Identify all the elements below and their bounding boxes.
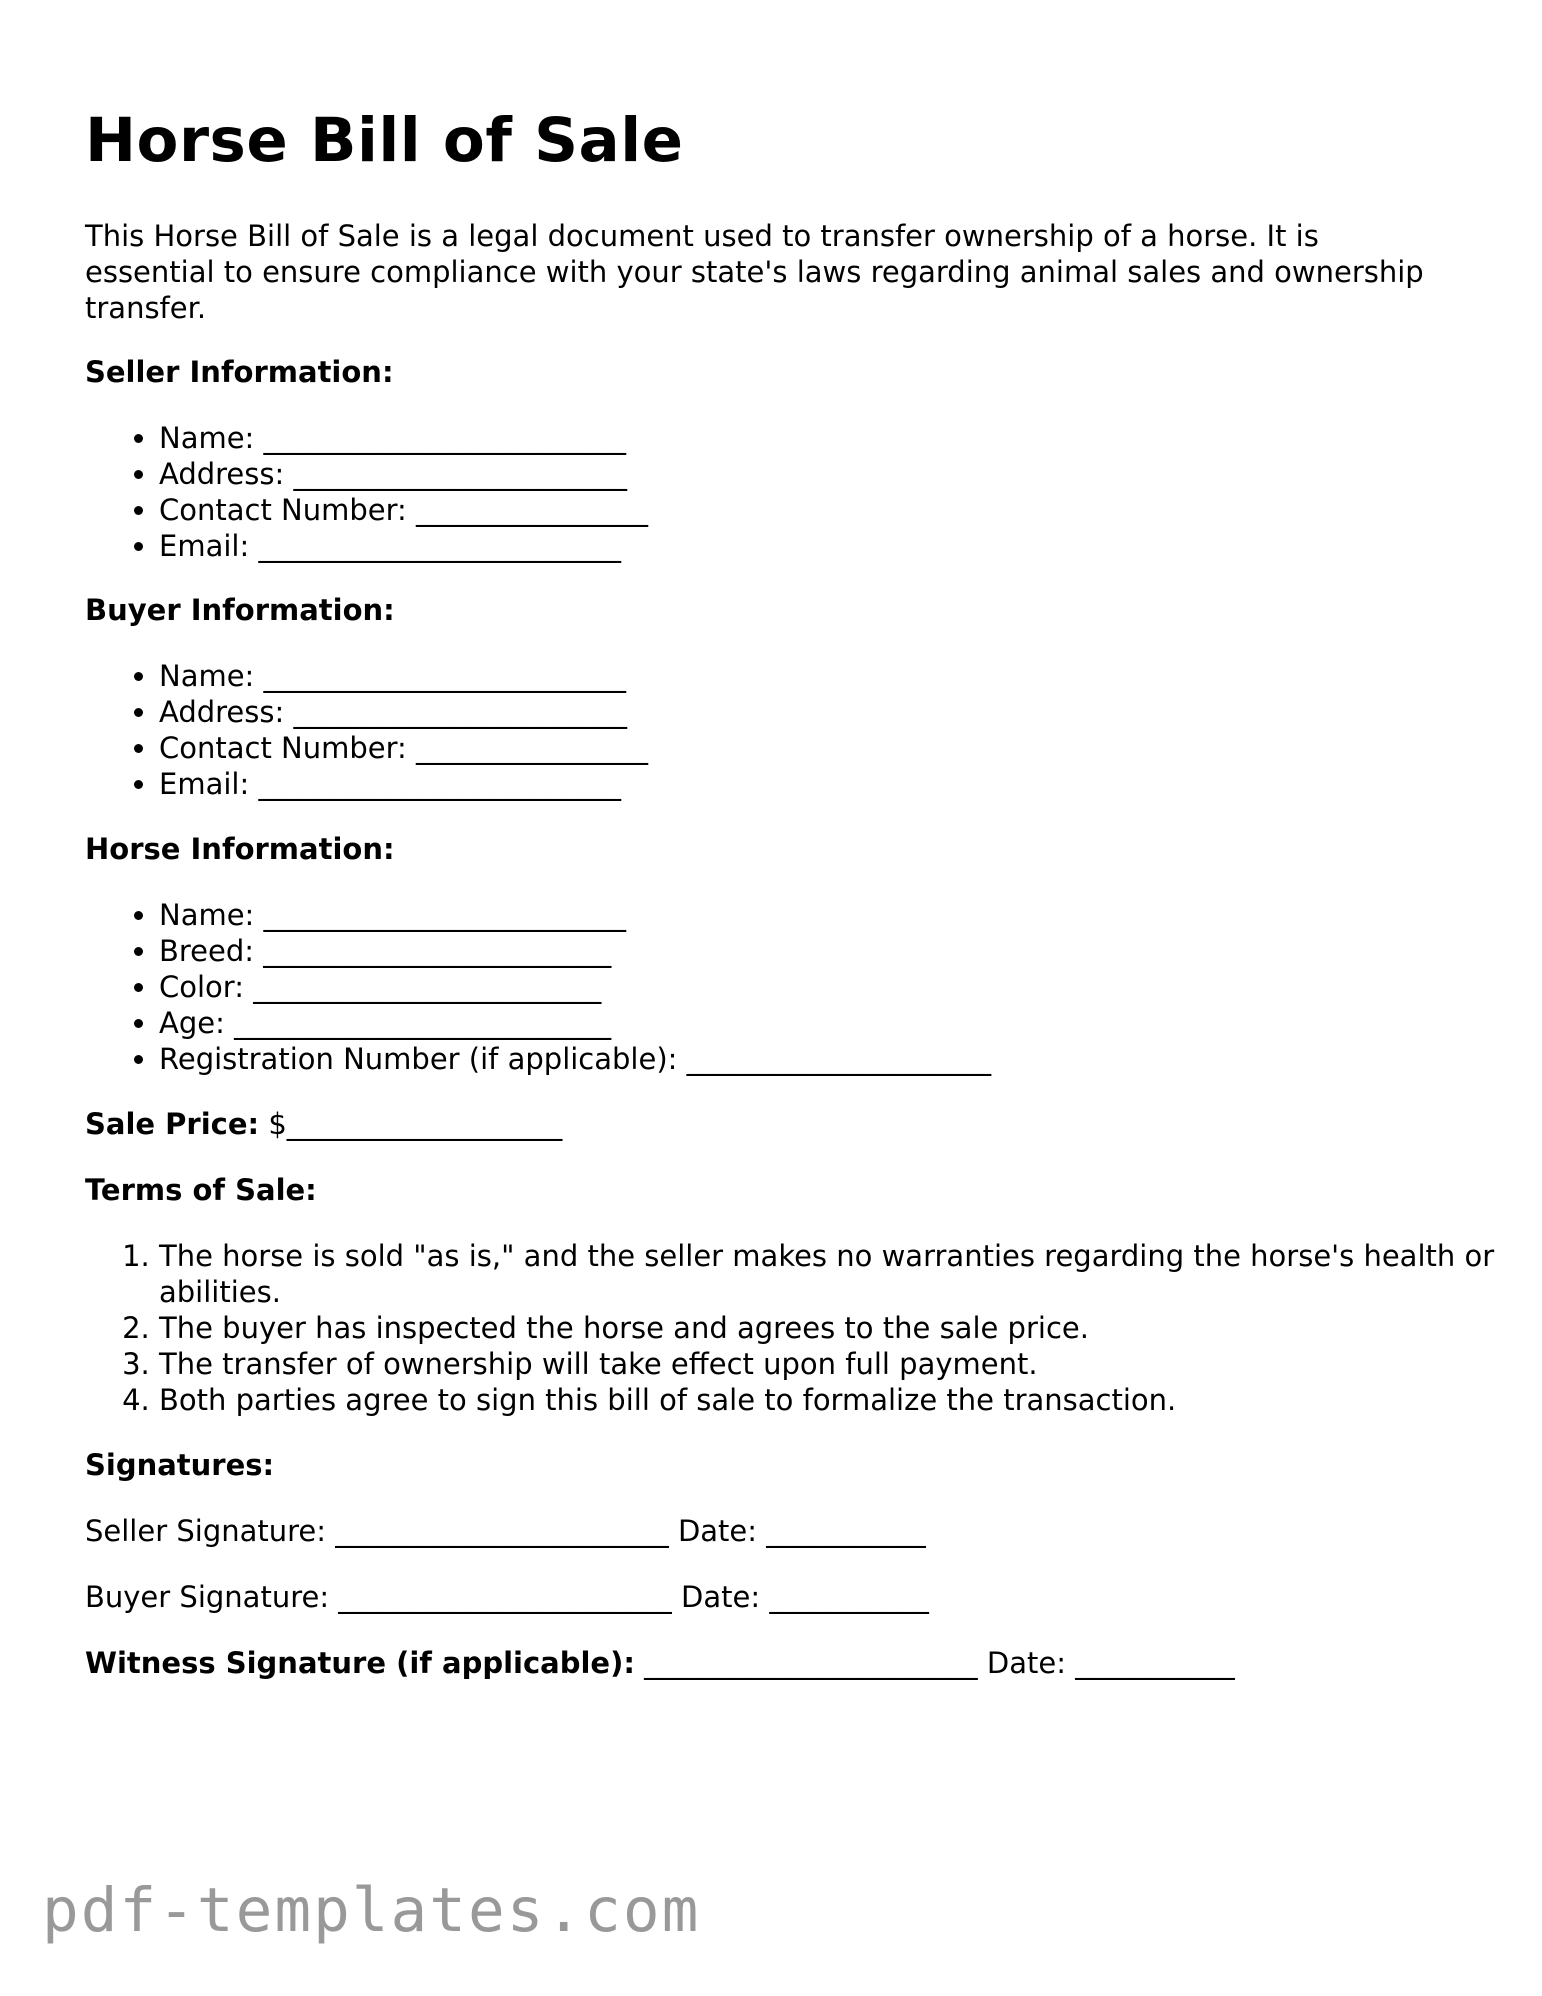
term-item: 2. The buyer has inspected the horse and agrees to the sale price. (159, 1310, 1499, 1346)
witness-signature-label: Witness Signature (if applicable): (85, 1646, 635, 1680)
document-title: Horse Bill of Sale (85, 105, 684, 176)
seller-heading: Seller Information: (85, 355, 394, 389)
seller-address-field[interactable]: • Address: _______________________ (159, 456, 648, 492)
seller-email-field[interactable]: • Email: _________________________ (159, 528, 648, 564)
intro-paragraph: This Horse Bill of Sale is a legal document used to transfer ownership of a horse. It is essential to ensure compliance with your state's laws regarding animal sales and ownership transfer. (85, 219, 1424, 325)
signatures-heading: Signatures: (85, 1448, 275, 1482)
horse-fields (85, 897, 991, 1077)
horse-registration-field[interactable]: • Registration Number (if applicable): _____________________ (159, 1041, 991, 1077)
buyer-signature-line[interactable]: Buyer Signature: _______________________ Date: ___________ (85, 1580, 929, 1614)
terms-heading: Terms of Sale: (85, 1173, 317, 1207)
horse-age-field[interactable]: • Age: __________________________ (159, 1005, 991, 1041)
term-item: 4. Both parties agree to sign this bill of sale to formalize the transaction. (159, 1382, 1499, 1418)
term-item: 1. The horse is sold "as is," and the seller makes no warranties regarding the horse's health or abilities. (159, 1238, 1499, 1310)
witness-signature-line[interactable] (85, 1646, 1235, 1680)
terms-list (85, 1238, 1499, 1418)
horse-color-field[interactable]: • Color: ________________________ (159, 969, 991, 1005)
horse-heading: Horse Information: (85, 832, 395, 866)
buyer-address-field[interactable]: • Address: _______________________ (159, 694, 648, 730)
watermark-text: pdf-templates.com (42, 1875, 701, 1946)
buyer-fields (85, 658, 648, 802)
sale-price-line (85, 1107, 562, 1141)
horse-name-field[interactable]: • Name: _________________________ (159, 897, 991, 933)
term-item: 3. The transfer of ownership will take effect upon full payment. (159, 1346, 1499, 1382)
sale-price-label: Sale Price: (85, 1107, 260, 1141)
seller-contact-field[interactable]: • Contact Number: ________________ (159, 492, 648, 528)
horse-breed-field[interactable]: • Breed: ________________________ (159, 933, 991, 969)
buyer-name-field[interactable]: • Name: _________________________ (159, 658, 648, 694)
sale-price-field[interactable]: $___________________ (268, 1107, 563, 1141)
witness-signature-field[interactable]: _______________________ Date: ___________ (634, 1646, 1235, 1680)
buyer-heading: Buyer Information: (85, 593, 395, 627)
buyer-contact-field[interactable]: • Contact Number: ________________ (159, 730, 648, 766)
seller-fields (85, 420, 648, 564)
seller-signature-line[interactable]: Seller Signature: _______________________ Date: ___________ (85, 1514, 926, 1548)
seller-name-field[interactable]: • Name: _________________________ (159, 420, 648, 456)
buyer-email-field[interactable]: • Email: _________________________ (159, 766, 648, 802)
